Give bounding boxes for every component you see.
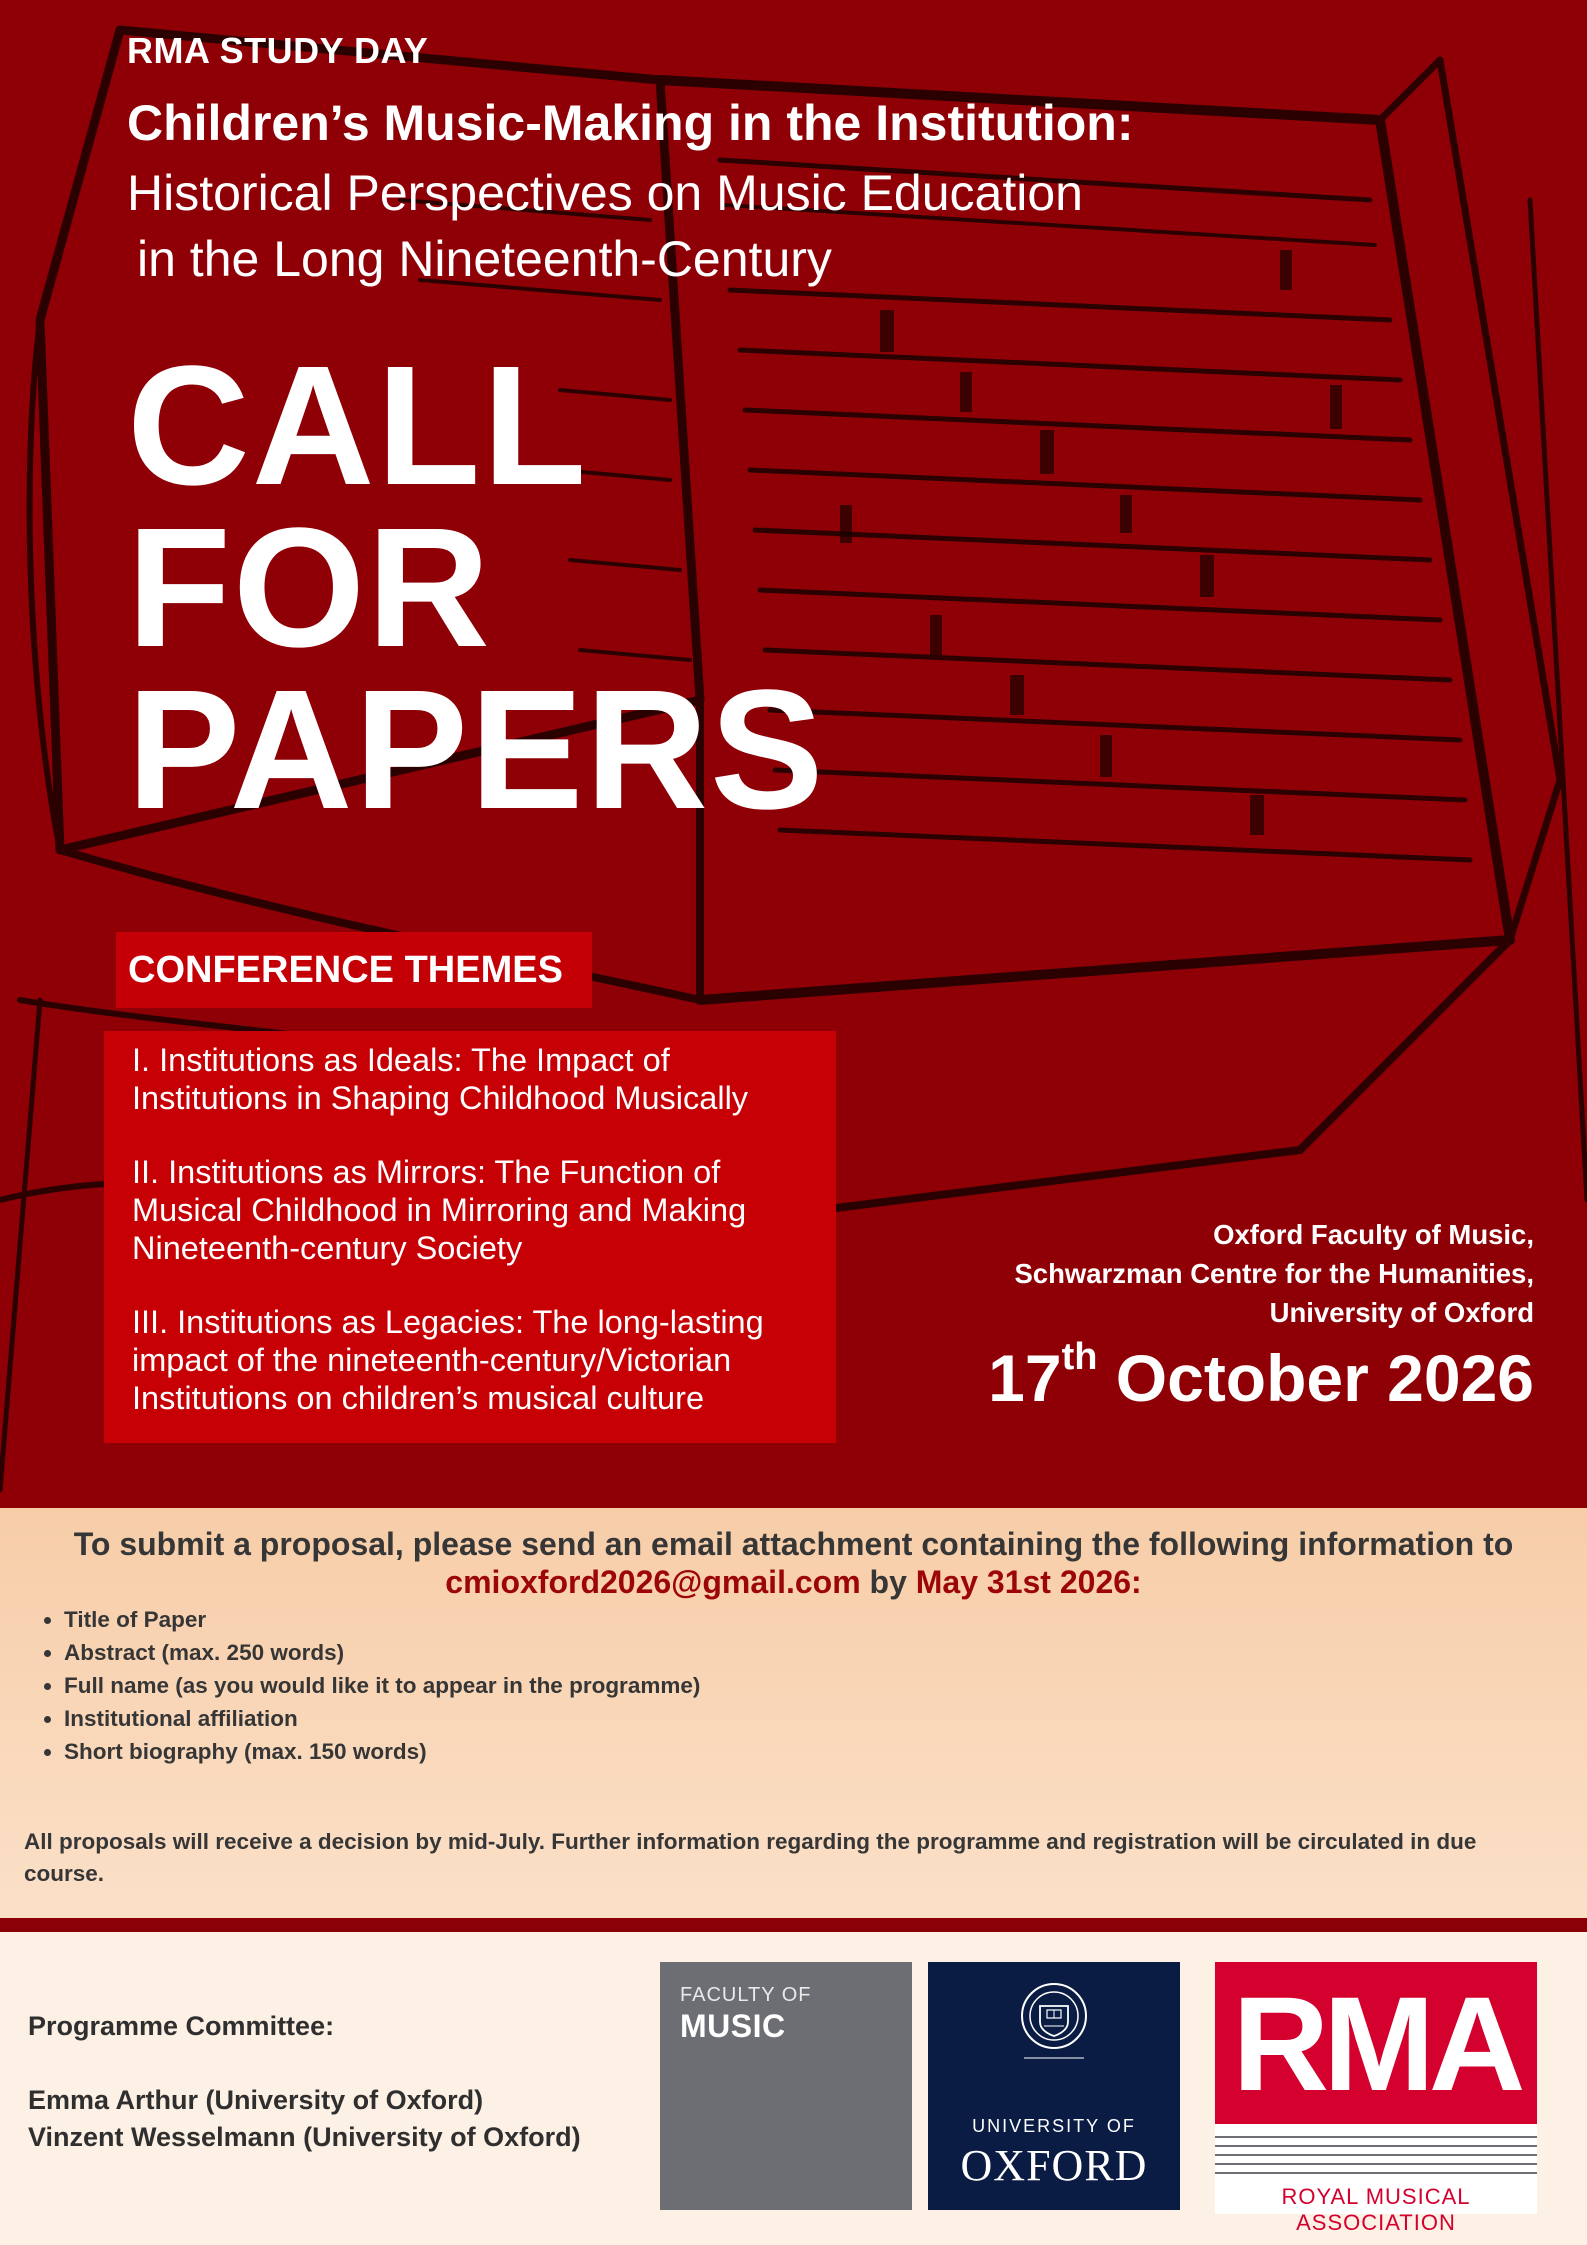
rma-staff-lines [1215,2136,1537,2181]
cfp-line-3: PAPERS [127,655,826,845]
submission-instructions: To submit a proposal, please send an email attachment containing the following information to [73,1526,1514,1562]
call-for-papers-heading [127,331,826,845]
date-suffix: th [1061,1336,1098,1378]
theme-item: II. Institutions as Mirrors: The Function of Musical Childhood in Mirroring and Making Nineteenth-century Society [132,1154,747,1266]
date-day: 17 [988,1341,1062,1415]
oxford-logo-line-1: UNIVERSITY OF [972,2116,1136,2136]
submission-email-link[interactable]: cmioxford2026@gmail.com [445,1564,861,1600]
faculty-of-music-logo [660,1962,912,2210]
committee-heading: Programme Committee: [28,2011,335,2041]
venue-line-3: University of Oxford [1269,1297,1534,1328]
oxford-logo-line-2: OXFORD [960,2141,1148,2190]
submission-section [0,1508,1587,1918]
submission-contact-line [0,1564,1587,1601]
conference-themes-list [104,1031,836,1443]
event-type-label: RMA STUDY DAY [127,30,429,71]
rma-mark [1215,1962,1537,2124]
list-item: • Abstract (max. 250 words) [64,1636,700,1669]
venue-line-2: Schwarzman Centre for the Humanities, [1014,1258,1534,1289]
cfp-line-2: FOR [127,493,492,683]
venue-line-1: Oxford Faculty of Music, [1213,1219,1534,1250]
submission-requirements-list [30,1603,700,1768]
committee-member: Emma Arthur (University of Oxford) [28,2085,484,2115]
oxford-crest-icon [1018,1980,1090,2080]
list-item: • Full name (as you would like it to appear in the programme) [64,1669,700,1702]
submission-by-label: by [869,1564,907,1600]
date-month-year: October 2026 [1115,1341,1534,1415]
subtitle-line-2: in the Long Nineteenth-Century [137,231,832,287]
event-title: Children’s Music-Making in the Institution: [127,95,1134,151]
rma-mark-text: RMA [1232,1970,1520,2119]
decision-note: All proposals will receive a decision by mid-July. Further information regarding the programme and registration will be circulated in due course. [24,1829,1477,1886]
subtitle-line-1: Historical Perspectives on Music Education [127,165,1083,221]
music-logo-line-2: MUSIC [680,2008,786,2044]
list-item: • Institutional affiliation [64,1702,700,1735]
theme-item: III. Institutions as Legacies: The long-lasting impact of the nineteenth-century/Victorian Institutions on children’s musical culture [132,1304,764,1416]
royal-musical-association-logo [1215,1962,1537,2235]
event-date [988,1336,1534,1416]
submission-deadline: May 31st 2026: [915,1564,1142,1600]
list-item: • Short biography (max. 150 words) [64,1735,700,1768]
conference-themes-heading: CONFERENCE THEMES [116,932,592,1008]
footer-section [0,1932,1587,2245]
programme-committee [28,2008,581,2156]
theme-item: I. Institutions as Ideals: The Impact of Institutions in Shaping Childhood Musically [132,1042,749,1116]
university-of-oxford-logo [928,1962,1180,2210]
section-divider [0,1918,1587,1932]
music-logo-line-1: FACULTY OF [680,1984,812,2006]
event-subtitle [127,160,1307,292]
list-item: • Title of Paper [64,1603,700,1636]
committee-member: Vinzent Wesselmann (University of Oxford) [28,2122,581,2152]
venue-address [1014,1215,1534,1332]
rma-caption: ROYAL MUSICAL ASSOCIATION [1281,2184,1471,2235]
cfp-line-1: CALL [127,331,589,521]
